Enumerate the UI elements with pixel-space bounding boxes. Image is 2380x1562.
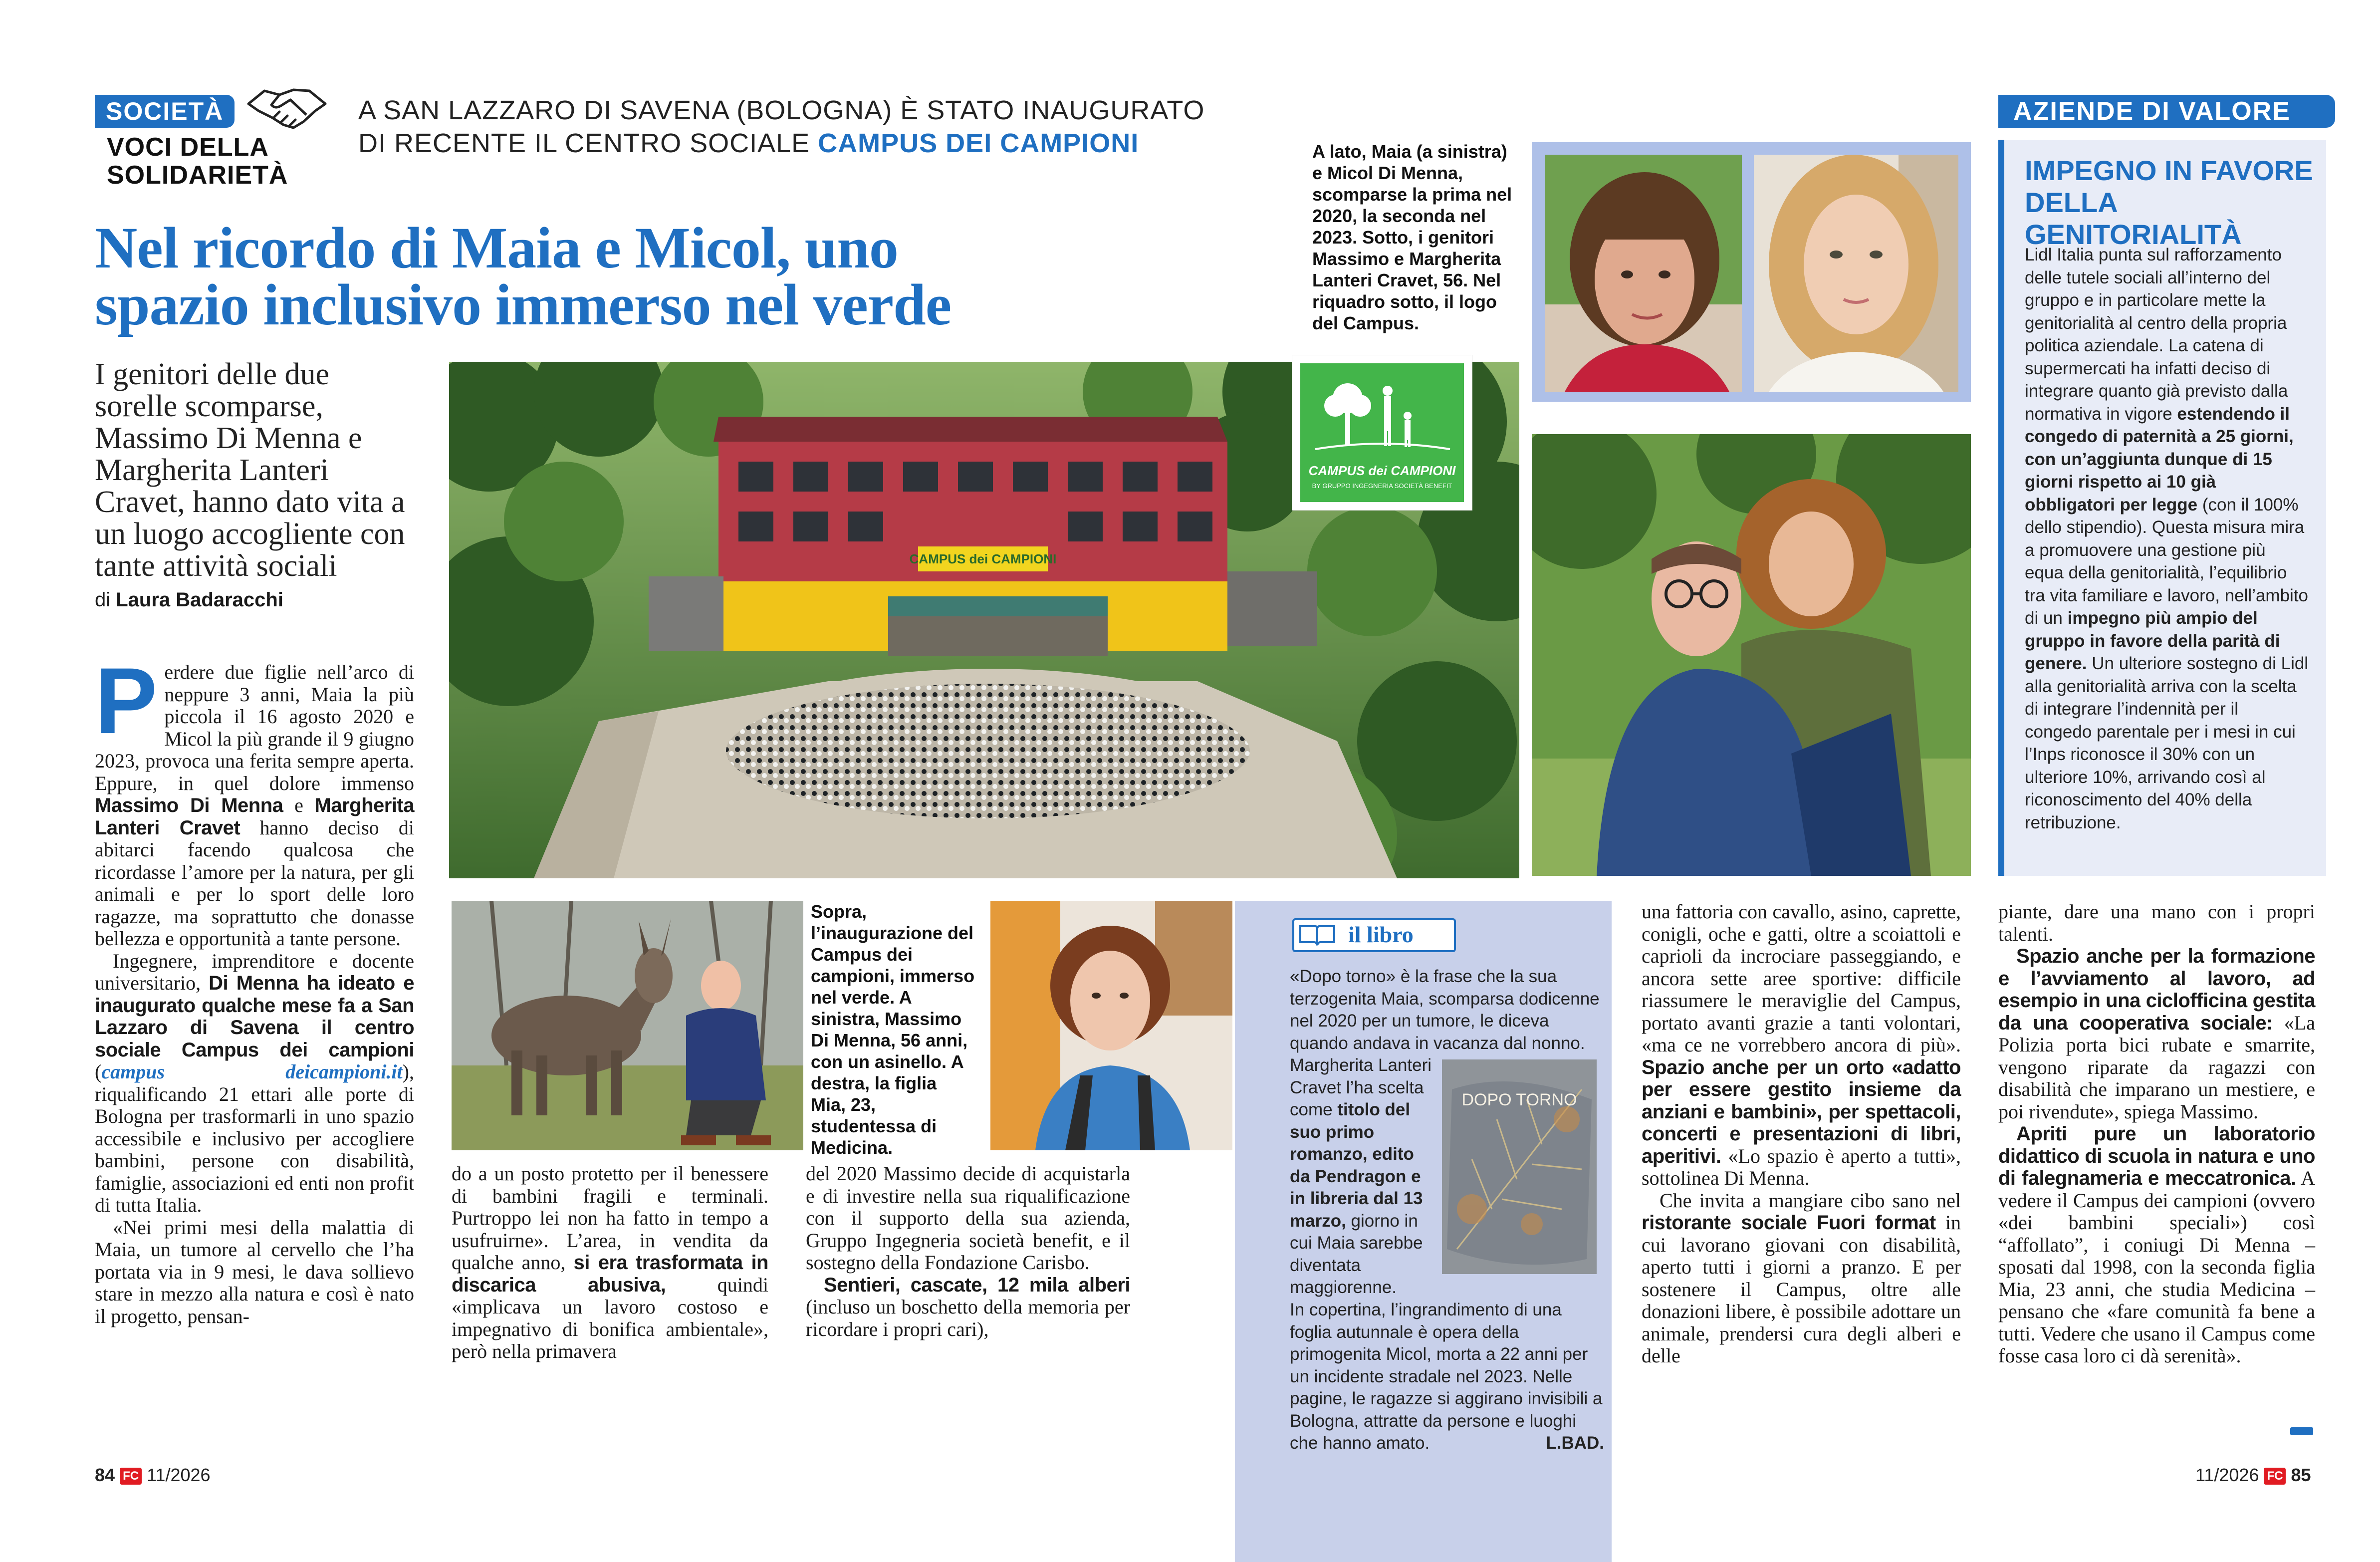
deck-line2 [358, 128, 1139, 159]
col1-paragraph-1 [95, 648, 415, 950]
sidebar-text [2025, 244, 2309, 834]
libro-signature: L.BAD. [1546, 1433, 1604, 1453]
campus-logo-frame [1292, 355, 1472, 510]
column-5 [1642, 901, 1961, 1367]
col3-bold: Sentieri, cascate, 12 mila alberi [824, 1274, 1130, 1296]
col1-p1-bold-b: Margherita Lanteri Cravet [95, 794, 414, 839]
col1-p2-text-d: ), riqualificando 21 ettari alle porte di Bologna per trasformarli in uno spazio accessibile e inclusivo per accogliere bambini, persone con disabilità, famiglie, associazioni ed enti non profit di tutta Italia. [95, 1060, 414, 1216]
col6-bold-d: Apriti pure un laboratorio didattico di scuola in natura e uno di falegnameria e meccatronica. [1998, 1123, 2315, 1189]
mia-photo [990, 901, 1232, 1150]
col5-bold-a: Spazio anche per un orto «adatto per essere gestito insieme da anziani e bambini», per spettacoli, concerti e presentazioni di libri, aperitivi. [1642, 1056, 1961, 1167]
book-cover [1442, 1059, 1597, 1274]
libro-text-lower-a: In copertina, l’ingrandimento di una foglia autunnale è opera della primogenita Micol, morta a 22 anni per un incidente stradale nel 2023. Nelle pagine, le ragazze si aggirano invisibili a Bologna, attratte da persone e luoghi che hanno amato. [1290, 1300, 1603, 1453]
deck-line2-text: DI RECENTE IL CENTRO SOCIALE [358, 128, 818, 158]
col6-text-e: A vedere il Campus dei campioni (ovvero «dei bambini speciali») così “affollato”, i coniugi Di Menna – sposati dal 1998, con la seconda figlia Mia, 23 anni, che studia Medicina – pensano che «fare comunità fa bene a tutti. Vedere che usano il Campus come fosse casa loro ci dà serenità». [1998, 1167, 2315, 1367]
libro-text [1290, 966, 1604, 1054]
col5-text-d: Che invita a mangiare cibo sano nel [1660, 1189, 1961, 1212]
footer-left [95, 1465, 211, 1486]
page-number-left: 84 [95, 1465, 115, 1485]
col5-text-a: una fattoria con cavallo, asino, caprette, conigli, oche e gatti, oltre a scoiattoli e caprioli da incrociare passeggiando, e ancora sette aree sportive: difficile riassumere le meraviglie del Campus, portato avanti grazie a tanti volontari, «ma ce ne vorrebbero ancora di più». [1642, 900, 1961, 1056]
col1-p2-bold: Di Menna ha ideato e inaugurato qualche mese fa a San Lazzaro di Savena il centro sociale Campus dei campioni [95, 972, 414, 1061]
title-line1: Nel ricordo di Maia e Micol, uno [95, 215, 898, 280]
column-3 [806, 1163, 1130, 1340]
col3-paragraph-2 [806, 1274, 1130, 1341]
portrait-micol-photo [1754, 155, 1958, 392]
col1-p2-text-a: Ingegnere, imprenditore e docente universitario, [95, 949, 414, 994]
col1-p1-text-d: hanno deciso di abitarci facendo qualcosa che ricordasse l’amore per la natura, per gli animali e per lo sport delle loro ragazze, ma soprattutto che donasse bellezza e opportunità a tante persone. [95, 816, 415, 950]
libro-text-a: «Dopo torno» è la frase che la sua terzogenita Maia, scomparsa dodicenne nel 2020 per un tumore, le diceva quando andava in vacanza dal nonno. [1290, 967, 1600, 1053]
sidebar-text-b: (con il 100% dello stipendio). Questa misura mira a promuovere una gestione più equa della genitorialità, l’equilibrio tra vita familiare e lavoro, nell’ambito di un [2025, 495, 2309, 628]
logo-subtitle: BY GRUPPO INGEGNERIA SOCIETÀ BENEFIT [1312, 482, 1452, 490]
building-sign: CAMPUS dei CAMPIONI [909, 551, 1057, 566]
col6-paragraph-2 [1998, 945, 2315, 1123]
logo-title: CAMPUS dei CAMPIONI [1308, 463, 1456, 478]
col1-p1-text-c: e [283, 794, 315, 816]
sidebar-bold-b: impegno più ampio del gruppo in favore della parità di genere. [2025, 608, 2280, 673]
libro-label: il libro [1348, 922, 1414, 947]
campus-website-link[interactable]: campus deicampioni.it [101, 1060, 403, 1083]
col6-bold-b: Spazio anche per la formazione e l’avviamento al lavoro, ad esempio in una ciclofficina gestita da una cooperativa sociale: [1998, 945, 2315, 1034]
parents-photo [1532, 434, 1971, 876]
title-line2: spazio inclusivo immerso nel verde [95, 272, 952, 337]
col2-text-c: quindi «implicava un lavoro costoso e impegnativo di bonifica ambientale», però nella primavera [452, 1273, 768, 1362]
col1-p1-bold-a: Massimo Di Menna [95, 794, 283, 816]
donkey-photo [452, 901, 803, 1150]
column-2 [452, 1163, 768, 1363]
sidebar-heading [2025, 155, 2314, 251]
sidebar-heading-line1: IMPEGNO IN FAVORE [2025, 155, 2313, 186]
col6-text-c: «La Polizia porta bici rubate e smarrite, vengono riparate da ragazzi con disabilità che imparano un mestiere, e poi rivendute», spiega Massimo. [1998, 1011, 2315, 1123]
caption-mid: Sopra, l’inaugurazione del Campus dei campioni, immerso nel verde. A sinistra, Massimo Di Menna, 56 anni, con un asinello. A destra, la figlia Mia, 23, studentessa di Medicina. [811, 901, 975, 1158]
byline-prefix: di [95, 589, 116, 611]
handshake-icon [244, 80, 329, 135]
column-1 [95, 648, 415, 1327]
book-cover-title: DOPO TORNO [1461, 1090, 1577, 1109]
libro-text-narrow [1290, 1054, 1434, 1299]
sidebar-bold-a: estendendo il congedo di paternità a 25 giorni, con un’aggiunta dunque di 15 giorni rispetto ai 10 già obbligatori per legge [2025, 404, 2294, 515]
caption-top: A lato, Maia (a sinistra) e Micol Di Menna, scomparse la prima nel 2020, la seconda nel 2023. Sotto, i genitori Massimo e Margherita Lanteri Cravet, 56. Nel riquadro sotto, il logo del Campus. [1312, 141, 1512, 333]
col5-text-c: «Lo spazio è aperto a tutti», sottolinea Di Menna. [1642, 1144, 1961, 1189]
col5-paragraph-1 [1642, 901, 1961, 1190]
col1-p1-text-a: erdere due figlie nell’arco di neppure 3 anni, Maia la più piccola il 16 agosto 2020 e Micol la più grande il 9 giugno 2023, provoca una ferita sempre aperta. Eppure, in quel dolore immenso [95, 661, 414, 794]
col6-paragraph-1: piante, dare una mano con i propri talenti. [1998, 900, 2315, 945]
standfirst: I genitori delle due sorelle scomparse, Massimo Di Menna e Margherita Lanteri Cravet, hanno dato vita a un luogo accogliente con tante attività sociali [95, 357, 405, 583]
page-number-right: 85 [2291, 1465, 2311, 1485]
libro-text-narrow-b: giorno in cui Maia sarebbe diventata maggiorenne. [1290, 1211, 1423, 1297]
byline-author: Laura Badaracchi [116, 589, 283, 611]
end-mark [2290, 1427, 2313, 1435]
drop-cap: P [95, 648, 158, 753]
byline [95, 589, 283, 611]
deck-line1: A SAN LAZZARO DI SAVENA (BOLOGNA) È STATO INAUGURATO [358, 95, 1205, 125]
campus-logo [1300, 363, 1464, 502]
col3-text-c: (incluso un boschetto della memoria per ricordare i propri cari), [806, 1296, 1130, 1340]
sidebar-heading-line2: DELLA GENITORIALITÀ [2025, 187, 2242, 250]
sidebar-text-a: Lidl Italia punta sul rafforzamento delle tutele sociali all’interno del gruppo e in particolare mette la genitorialità al centro della propria politica aziendale. La catena di supermercati ha infatti deciso di integrare quanto già previsto dalla normativa in vigore [2025, 245, 2288, 424]
article-title [95, 215, 1168, 337]
col2-paragraph [452, 1163, 768, 1363]
deck-highlight: CAMPUS DEI CAMPIONI [818, 128, 1139, 158]
section-badge: SOCIETÀ [95, 95, 235, 128]
column-6 [1998, 901, 2315, 1367]
portrait-maia-photo [1545, 155, 1742, 392]
issue-left: 11/2026 [147, 1465, 211, 1485]
col2-text-a: do a un posto protetto per il benessere di bambini fragili e terminali. Purtroppo lei non ha fatto in tempo a usufruirne». L’area, in vendita da qualche anno, [452, 1162, 768, 1274]
footer-right [2195, 1465, 2311, 1486]
sidebar-text-c: Un ulteriore sostegno di Lidl alla genitorialità arriva con la scelta di integrare l’indennità per il congedo parentale per i mesi in cui l’Inps riconosce il 30% con un ulteriore 10%, arrivando così al riconoscimento del 40% della retribuzione. [2025, 654, 2309, 832]
subsection-line1: VOCI DELLA [107, 133, 269, 162]
book-icon [1297, 922, 1337, 948]
issue-right: 11/2026 [2195, 1465, 2259, 1485]
libro-text-narrow-a: Margherita Lanteri Cravet l’ha scelta come [1290, 1055, 1432, 1119]
subsection-line2: SOLIDARIETÀ [107, 161, 288, 190]
fc-logo-left: FC [120, 1468, 142, 1485]
col5-text-f: in cui lavorano giovani con disabilità, aperto tutti i giorni a pranzo. E per sostenere il Campus, oltre alle donazioni libere, è possibile adottare un animale, prendersi cura degli alberi e delle [1642, 1211, 1961, 1367]
col3-paragraph-1: del 2020 Massimo decide di acquistarla e di investire nella sua riqualificazione con il supporto della sua azienda, Gruppo Ingegneria società benefit, e il sostegno della Fondazione Carisbo. [806, 1162, 1130, 1274]
libro-bold: titolo del suo primo romanzo, edito da Pendragon e in libreria dal 13 marzo, [1290, 1100, 1423, 1231]
col1-p2-text-c: ( [95, 1060, 102, 1083]
sidebar-label: AZIENDE DI VALORE [1998, 95, 2335, 128]
col1-paragraph-3: «Nei primi mesi della malattia di Maia, un tumore al cervello che l’ha portata via in 9 mesi, le dava sollievo stare in mezzo alla natura e così è nato il progetto, pensan- [95, 1216, 414, 1327]
col1-paragraph-2 [95, 950, 414, 1217]
fc-logo-right: FC [2264, 1468, 2286, 1485]
col2-bold: si era trasformata in discarica abusiva, [452, 1252, 768, 1296]
col5-paragraph-2 [1642, 1190, 1961, 1367]
col5-bold-e: ristorante sociale Fuori format [1642, 1212, 1936, 1234]
libro-text-lower [1290, 1299, 1604, 1455]
col6-paragraph-3 [1998, 1123, 2315, 1367]
libro-label-box [1292, 918, 1456, 952]
